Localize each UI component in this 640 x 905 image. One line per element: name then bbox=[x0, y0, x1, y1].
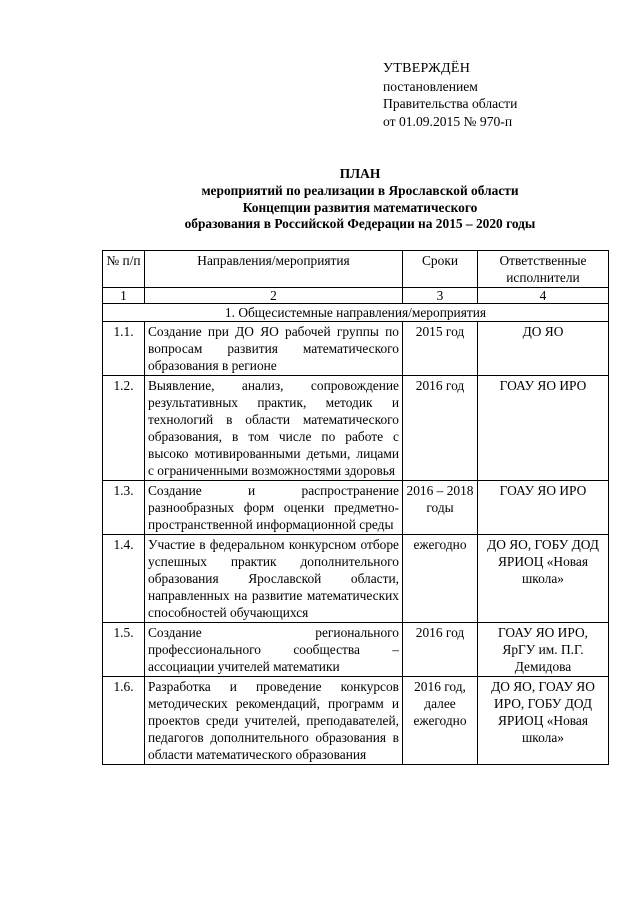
row-term: 2016 год bbox=[403, 376, 478, 481]
table-row bbox=[103, 535, 609, 623]
column-number: 3 bbox=[403, 288, 478, 304]
row-term: 2015 год bbox=[403, 322, 478, 376]
plan-table bbox=[102, 250, 609, 765]
approval-stamp bbox=[383, 60, 517, 130]
row-responsible: ДО ЯО, ГОБУ ДОД ЯРИОЦ «Новая школа» bbox=[478, 535, 609, 623]
row-activity: Создание и распространение разнообразных форм оценки предметно-пространственной информационной среды bbox=[145, 481, 403, 535]
column-number: 2 bbox=[145, 288, 403, 304]
approval-title: УТВЕРЖДЁН bbox=[383, 61, 471, 76]
table-row bbox=[103, 481, 609, 535]
heading-subtitle: мероприятий по реализации в Ярославской области bbox=[201, 182, 519, 198]
row-activity: Разработка и проведение конкурсов методических рекомендаций, программ и проектов среди учителей, преподавателей, педагогов дополнительного образования в области математического образования bbox=[145, 677, 403, 765]
row-responsible: ДО ЯО bbox=[478, 322, 609, 376]
row-number: 1.2. bbox=[103, 376, 145, 481]
table-row bbox=[103, 322, 609, 376]
section-row bbox=[103, 304, 609, 322]
document-heading bbox=[130, 166, 590, 233]
row-activity: Участие в федеральном конкурсном отборе успешных практик дополнительного образования Ярославской области, направленных на развитие математических способностей обучающихся bbox=[145, 535, 403, 623]
approval-line: Правительства области bbox=[383, 96, 518, 111]
row-responsible: ГОАУ ЯО ИРО, ЯрГУ им. П.Г. Демидова bbox=[478, 623, 609, 677]
row-number: 1.5. bbox=[103, 623, 145, 677]
row-activity: Создание регионального профессионального сообщества – ассоциации учителей математики bbox=[145, 623, 403, 677]
header-term: Сроки bbox=[403, 251, 478, 288]
table-row bbox=[103, 677, 609, 765]
column-number: 1 bbox=[103, 288, 145, 304]
section-title: 1. Общесистемные направления/мероприятия bbox=[103, 304, 609, 322]
row-term: 2016 год, далее ежегодно bbox=[403, 677, 478, 765]
row-responsible: ГОАУ ЯО ИРО bbox=[478, 376, 609, 481]
row-term: 2016 год bbox=[403, 623, 478, 677]
approval-line: от 01.09.2015 № 970-п bbox=[383, 113, 513, 129]
row-number: 1.3. bbox=[103, 481, 145, 535]
row-responsible: ДО ЯО, ГОАУ ЯО ИРО, ГОБУ ДОД ЯРИОЦ «Новая школа» bbox=[478, 677, 609, 765]
row-number: 1.6. bbox=[103, 677, 145, 765]
row-responsible: ГОАУ ЯО ИРО bbox=[478, 481, 609, 535]
table-row bbox=[103, 623, 609, 677]
column-number-row bbox=[103, 288, 609, 304]
column-number: 4 bbox=[478, 288, 609, 304]
heading-title: ПЛАН bbox=[339, 166, 381, 181]
row-term: 2016 – 2018 годы bbox=[403, 481, 478, 535]
table-header-row bbox=[103, 251, 609, 288]
table-row bbox=[103, 376, 609, 481]
header-activity: Направления/мероприятия bbox=[145, 251, 403, 288]
row-activity: Создание при ДО ЯО рабочей группы по вопросам развития математического образования в регионе bbox=[145, 322, 403, 376]
row-term: ежегодно bbox=[403, 535, 478, 623]
header-number: № п/п bbox=[103, 251, 145, 288]
heading-subtitle: образования в Российской Федерации на 2015 – 2020 годы bbox=[184, 216, 536, 232]
heading-subtitle: Концепции развития математического bbox=[242, 199, 478, 215]
approval-line: постановлением bbox=[383, 78, 478, 94]
row-number: 1.1. bbox=[103, 322, 145, 376]
header-responsible: Ответственные исполнители bbox=[478, 251, 609, 288]
row-activity: Выявление, анализ, сопровождение результативных практик, методик и технологий в области математического образования, в том числе по работе с высоко мотивированными детьми, лицами с ограниченными возможностями здоровья bbox=[145, 376, 403, 481]
row-number: 1.4. bbox=[103, 535, 145, 623]
